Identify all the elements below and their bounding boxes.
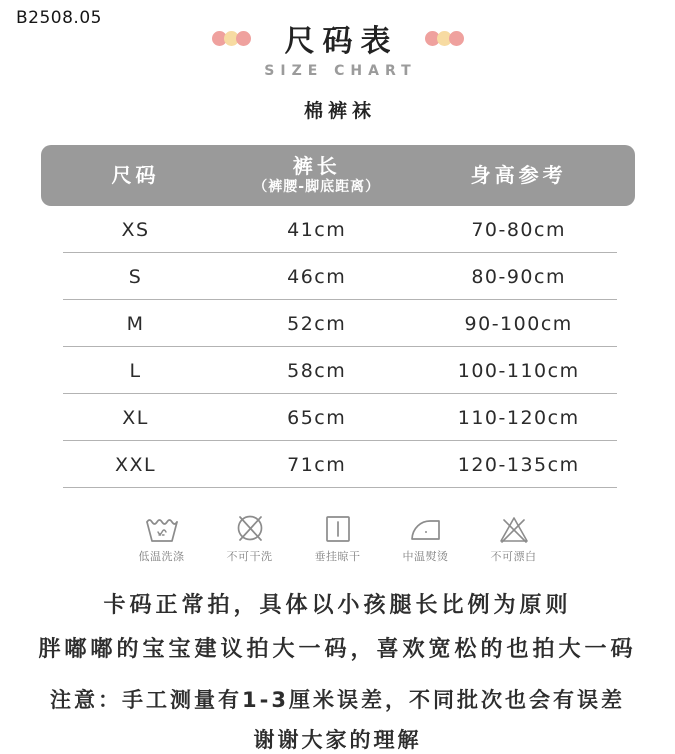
table-row [41, 206, 635, 253]
cell-height: 70-80cm [471, 218, 566, 241]
cell-size: XXL [114, 453, 157, 476]
cell-length: 52cm [287, 312, 347, 335]
cell-height: 100-110cm [457, 359, 580, 382]
cell-length: 65cm [287, 406, 347, 429]
care-instructions [0, 513, 675, 564]
care-label: 低温洗涤 [138, 550, 185, 563]
care-label: 不可干洗 [226, 550, 273, 563]
dot-pink-icon [449, 31, 464, 46]
table-row [41, 347, 635, 394]
wash-low-temp-icon [131, 513, 193, 545]
column-header-height: 身高参考 [470, 163, 567, 187]
note-line: 胖嘟嘟的宝宝建议拍大一码，喜欢宽松的也拍大一码 [38, 637, 637, 662]
product-code: B2508.05 [16, 8, 102, 28]
cell-height: 80-90cm [471, 265, 566, 288]
cell-length: 58cm [287, 359, 347, 382]
table-header-bar [41, 145, 635, 206]
care-item-iron [395, 513, 457, 564]
hang-dry-icon [307, 513, 369, 545]
product-name: 棉裤袜 [303, 100, 376, 122]
cell-height: 90-100cm [464, 312, 573, 335]
cell-length: 71cm [287, 453, 347, 476]
care-label: 中温熨烫 [402, 550, 449, 563]
care-label: 不可漂白 [490, 550, 537, 563]
dot-pink-icon [236, 31, 251, 46]
cell-height: 120-135cm [457, 453, 580, 476]
cell-size: M [126, 312, 145, 335]
page-title: 尺码表 [284, 24, 399, 59]
table-row [41, 441, 635, 488]
care-item-wash [131, 513, 193, 564]
sizing-notes [0, 588, 675, 754]
cell-size: S [128, 265, 143, 288]
column-header-length-note: （裤腰-脚底距离） [253, 179, 381, 196]
cell-size: XL [122, 406, 149, 429]
iron-medium-icon [395, 513, 457, 545]
care-label: 垂挂晾干 [314, 550, 361, 563]
cell-size: L [129, 359, 142, 382]
page-subtitle: SIZE CHART [264, 63, 417, 79]
note-line: 卡码正常拍，具体以小孩腿长比例为原则 [103, 593, 572, 618]
cell-size: XS [121, 218, 150, 241]
no-bleach-icon [483, 513, 545, 545]
note-line: 谢谢大家的理解 [253, 728, 422, 752]
care-item-no-dry-clean [219, 513, 281, 564]
table-row [41, 253, 635, 300]
care-item-hang-dry [307, 513, 369, 564]
cell-length: 41cm [287, 218, 347, 241]
cell-length: 46cm [287, 265, 347, 288]
cell-height: 110-120cm [457, 406, 580, 429]
no-dry-clean-icon [219, 513, 281, 545]
care-item-no-bleach [483, 513, 545, 564]
decorative-dots-right [425, 31, 464, 46]
column-header-size: 尺码 [111, 163, 160, 187]
decorative-dots-left [212, 31, 251, 46]
column-header-length: 裤长 （裤腰-脚底距离） [231, 155, 403, 195]
size-chart-table [41, 145, 635, 488]
table-row [41, 394, 635, 441]
table-row [41, 300, 635, 347]
note-line: 注意：手工测量有1-3厘米误差，不同批次也会有误差 [50, 688, 625, 712]
